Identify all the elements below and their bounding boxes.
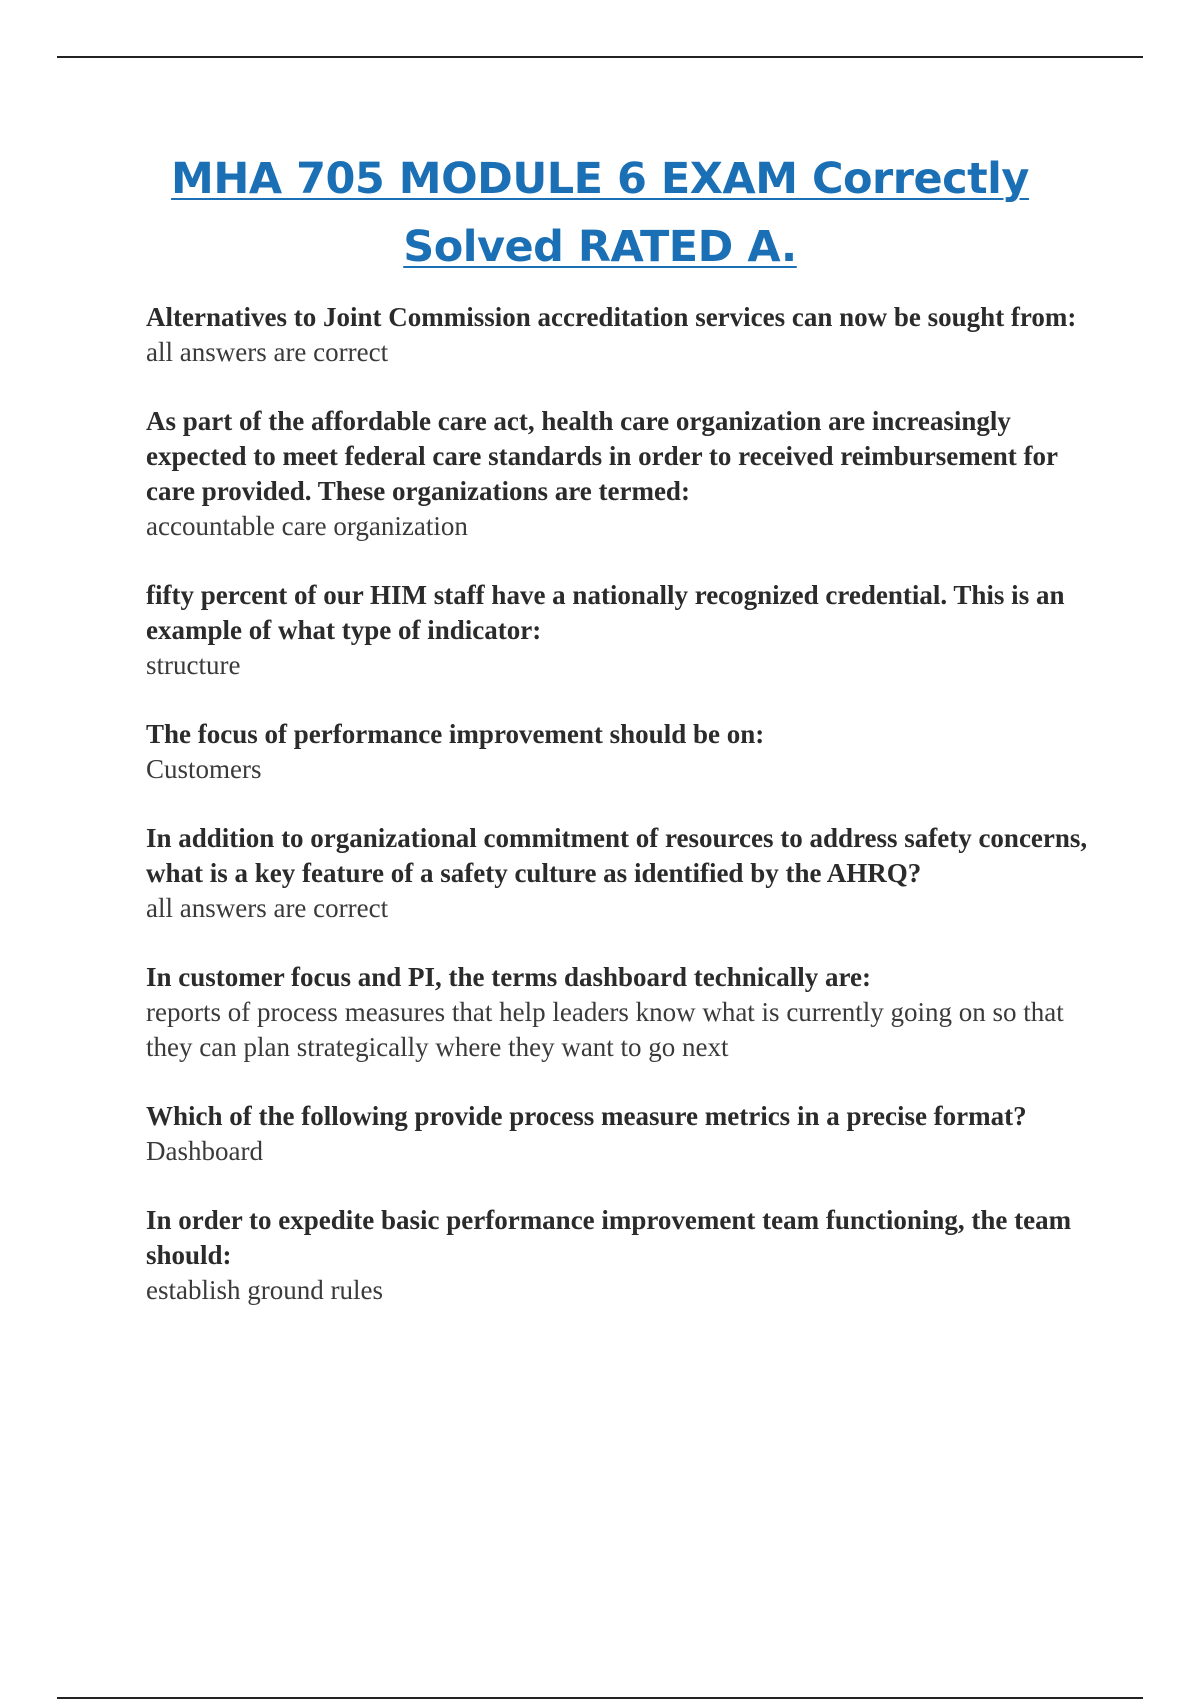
answer-text: reports of process measures that help leaders know what is currently going on so that they can plan strategically where they want to go next [146,997,1064,1062]
question-text: In addition to organizational commitment of resources to address safety concerns, what is a key feature of a safety culture as identified by the AHRQ? [146,823,1088,888]
answer-text: accountable care organization [146,511,468,541]
question-text: Which of the following provide process measure metrics in a precise format? [146,1101,1027,1131]
title-line-2: Solved RATED A. [403,222,797,272]
question-text: The focus of performance improvement should be on: [146,719,765,749]
qa-item-8 [146,1203,1096,1308]
answer-text: all answers are correct [146,337,389,367]
answer-text: establish ground rules [146,1275,383,1305]
question-text: As part of the affordable care act, health care organization are increasingly expected to meet federal care standards in order to received reimbursement for care provided. These organizations are termed: [146,406,1058,506]
qa-item-5 [146,821,1096,926]
top-divider [57,56,1143,58]
qa-item-4 [146,717,1096,787]
qa-list [146,300,1096,1342]
qa-item-2 [146,404,1096,544]
question-text: In customer focus and PI, the terms dashboard technically are: [146,962,871,992]
question-text: In order to expedite basic performance improvement team functioning, the team should: [146,1205,1072,1270]
answer-text: Dashboard [146,1136,263,1166]
answer-text: all answers are correct [146,893,389,923]
qa-item-7 [146,1099,1096,1169]
question-text: Alternatives to Joint Commission accreditation services can now be sought from: [146,302,1077,332]
bottom-divider [57,1697,1143,1699]
qa-item-6 [146,960,1096,1065]
qa-item-1 [146,300,1096,370]
document-title [0,145,1200,281]
title-line-1: MHA 705 MODULE 6 EXAM Correctly [171,154,1029,204]
answer-text: Customers [146,754,262,784]
qa-item-3 [146,578,1096,683]
question-text: fifty percent of our HIM staff have a nationally recognized credential. This is an example of what type of indicator: [146,580,1065,645]
answer-text: structure [146,650,241,680]
